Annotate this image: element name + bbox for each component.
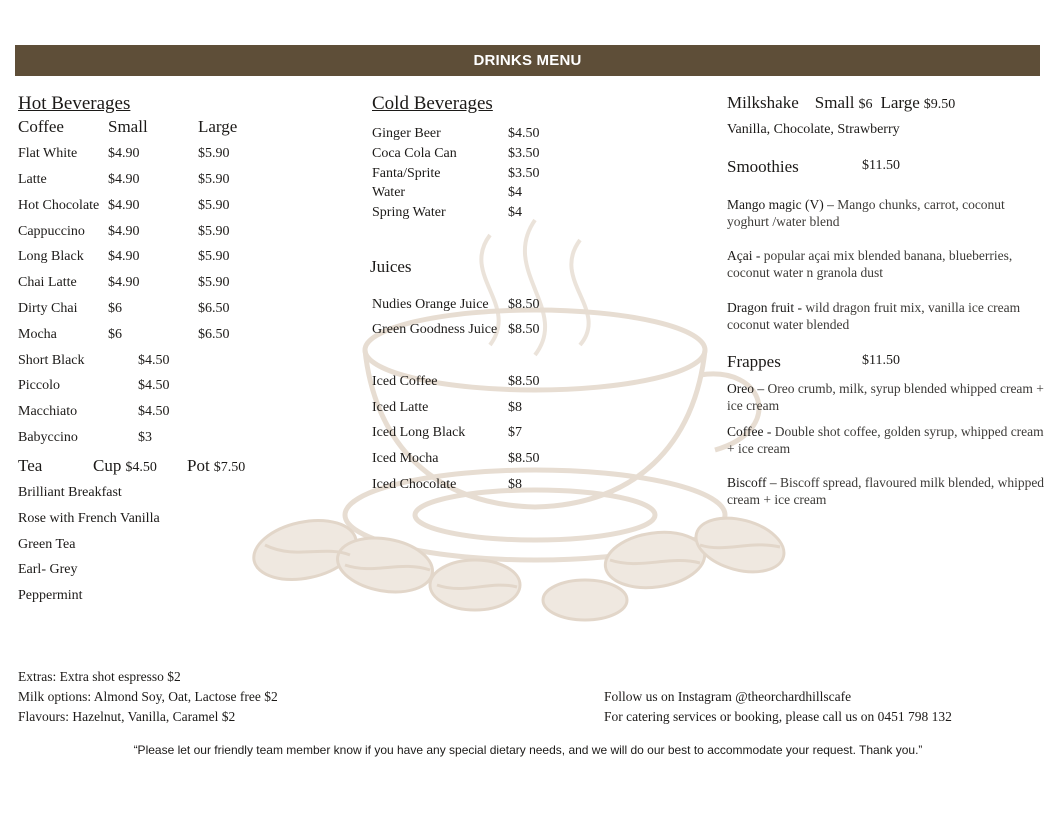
coffee-item-small-price: $4.90 (108, 146, 140, 161)
smoothie-item (727, 196, 1045, 230)
juice-item-price: $8.50 (508, 297, 540, 312)
smoothie-item (727, 299, 1045, 333)
tea-pot-option (187, 456, 245, 476)
tea-item: Earl- Grey (18, 562, 78, 577)
iced-item-name: Iced Long Black (372, 425, 466, 440)
frappe-item-desc: Double shot coffee, golden syrup, whipped cream + ice cream (727, 424, 1044, 456)
single-item-name: Babyccino (18, 430, 78, 445)
juices-heading: Juices (370, 257, 412, 276)
coffee-item-large-price: $5.90 (198, 249, 230, 264)
milkshake-small-label: Small (814, 93, 855, 112)
coffee-item-small-price: $4.90 (108, 224, 140, 239)
cold-item-price: $3.50 (508, 146, 540, 161)
smoothie-item-desc: popular açai mix blended banana, blueberries, coconut water n granola dust (727, 248, 1013, 280)
coffee-item-name: Latte (18, 172, 47, 187)
smoothie-item (727, 247, 1045, 281)
juice-item-price: $8.50 (508, 322, 540, 337)
coffee-item-small-price: $4.90 (108, 275, 140, 290)
milkshake-large-label: Large (880, 93, 920, 112)
smoothie-item-name: Mango magic (V) – (727, 197, 834, 212)
single-item-price: $4.50 (138, 353, 170, 368)
iced-item-price: $7 (508, 425, 522, 440)
single-item-price: $4.50 (138, 378, 170, 393)
iced-item-name: Iced Mocha (372, 451, 439, 466)
cold-item-name: Fanta/Sprite (372, 166, 441, 181)
iced-item-price: $8.50 (508, 451, 540, 466)
coffee-item-name: Long Black (18, 249, 84, 264)
extras-text: Extras: Extra shot espresso $2 (18, 669, 181, 684)
cold-item-name: Spring Water (372, 205, 446, 220)
coffee-item-name: Dirty Chai (18, 301, 78, 316)
frappe-item (727, 423, 1045, 457)
frappe-item-name: Biscoff – (727, 475, 777, 490)
coffee-item-large-price: $5.90 (198, 146, 230, 161)
coffee-item-small-price: $4.90 (108, 172, 140, 187)
pot-label: Pot (187, 456, 210, 475)
iced-item-price: $8 (508, 400, 522, 415)
coffee-item-large-price: $6.50 (198, 327, 230, 342)
tea-item: Peppermint (18, 588, 83, 603)
iced-item-name: Iced Chocolate (372, 477, 457, 492)
frappe-item-name: Coffee - (727, 424, 772, 439)
coffee-item-large-price: $5.90 (198, 198, 230, 213)
juice-item-name: Green Goodness Juice (372, 322, 498, 337)
coffee-item-large-price: $5.90 (198, 172, 230, 187)
coffee-item-large-price: $5.90 (198, 224, 230, 239)
large-size-label: Large (198, 117, 238, 136)
coffee-item-large-price: $6.50 (198, 301, 230, 316)
smoothie-item-desc: Mango chunks, carrot, coconut yoghurt /water blend (727, 197, 1005, 229)
single-item-name: Piccolo (18, 378, 60, 393)
cold-item-price: $4 (508, 185, 522, 200)
tea-item: Green Tea (18, 537, 76, 552)
milkshake-header (727, 93, 955, 113)
cup-label: Cup (93, 456, 122, 475)
coffee-item-name: Chai Latte (18, 275, 77, 290)
cold-beverages-heading: Cold Beverages (372, 93, 493, 114)
single-item-name: Short Black (18, 353, 85, 368)
single-item-name: Macchiato (18, 404, 78, 419)
coffee-item-name: Flat White (18, 146, 78, 161)
cold-item-price: $3.50 (508, 166, 540, 181)
frappe-item (727, 474, 1045, 508)
frappe-item-desc: Oreo crumb, milk, syrup blended whipped cream + ice cream (727, 381, 1044, 413)
cup-price: $4.50 (125, 460, 157, 475)
coffee-label: Coffee (18, 117, 64, 136)
coffee-item-small-price: $4.90 (108, 198, 140, 213)
iced-item-name: Iced Coffee (372, 374, 438, 389)
juice-item-name: Nudies Orange Juice (372, 297, 489, 312)
instagram-text: Follow us on Instagram @theorchardhillscafe (604, 689, 852, 704)
coffee-item-name: Mocha (18, 327, 57, 342)
cold-item-price: $4.50 (508, 126, 540, 141)
milkshake-large-price: $9.50 (923, 97, 956, 112)
coffee-item-name: Cappuccino (18, 224, 85, 239)
pot-price: $7.50 (213, 460, 246, 475)
tea-item: Brilliant Breakfast (18, 485, 122, 500)
milk-options-text: Milk options: Almond Soy, Oat, Lactose free $2 (18, 689, 278, 704)
flavours-text: Flavours: Hazelnut, Vanilla, Caramel $2 (18, 709, 236, 724)
iced-item-name: Iced Latte (372, 400, 429, 415)
cold-item-name: Ginger Beer (372, 126, 441, 141)
single-item-price: $4.50 (138, 404, 170, 419)
smoothies-label: Smoothies (727, 157, 799, 176)
milkshake-small-price: $6 (858, 97, 873, 112)
small-size-label: Small (108, 117, 148, 136)
catering-text: For catering services or booking, please call us on 0451 798 132 (604, 709, 952, 724)
tea-item: Rose with French Vanilla (18, 511, 160, 526)
smoothie-item-name: Açai - (727, 248, 761, 263)
dietary-note: “Please let our friendly team member know if you have any special dietary needs, and we will do our best to accommodate your request. Thank you.” (133, 743, 923, 757)
frappe-item (727, 380, 1045, 414)
cold-item-name: Coca Cola Can (372, 146, 457, 161)
smoothie-item-desc: wild dragon fruit mix, vanilla ice cream coconut water blended (727, 300, 1021, 332)
frappes-price: $11.50 (862, 353, 900, 368)
frappe-item-desc: Biscoff spread, flavoured milk blended, whipped cream + ice cream (727, 475, 1045, 507)
milkshake-label: Milkshake (727, 93, 799, 112)
smoothie-item-name: Dragon fruit - (727, 300, 802, 315)
cold-item-name: Water (372, 185, 406, 200)
smoothies-price: $11.50 (862, 158, 900, 173)
coffee-item-small-price: $4.90 (108, 249, 140, 264)
coffee-item-large-price: $5.90 (198, 275, 230, 290)
drinks-menu-banner (15, 45, 1040, 76)
coffee-item-name: Hot Chocolate (18, 198, 100, 213)
banner-title: DRINKS MENU (473, 52, 582, 69)
tea-label: Tea (18, 456, 43, 475)
frappes-label: Frappes (727, 352, 781, 371)
milkshake-flavours: Vanilla, Chocolate, Strawberry (727, 122, 900, 137)
coffee-item-small-price: $6 (108, 301, 122, 316)
iced-item-price: $8 (508, 477, 522, 492)
tea-cup-option (93, 456, 157, 476)
hot-beverages-heading: Hot Beverages (18, 93, 131, 114)
iced-item-price: $8.50 (508, 374, 540, 389)
coffee-item-small-price: $6 (108, 327, 122, 342)
single-item-price: $3 (138, 430, 152, 445)
cold-item-price: $4 (508, 205, 522, 220)
frappe-item-name: Oreo – (727, 381, 765, 396)
